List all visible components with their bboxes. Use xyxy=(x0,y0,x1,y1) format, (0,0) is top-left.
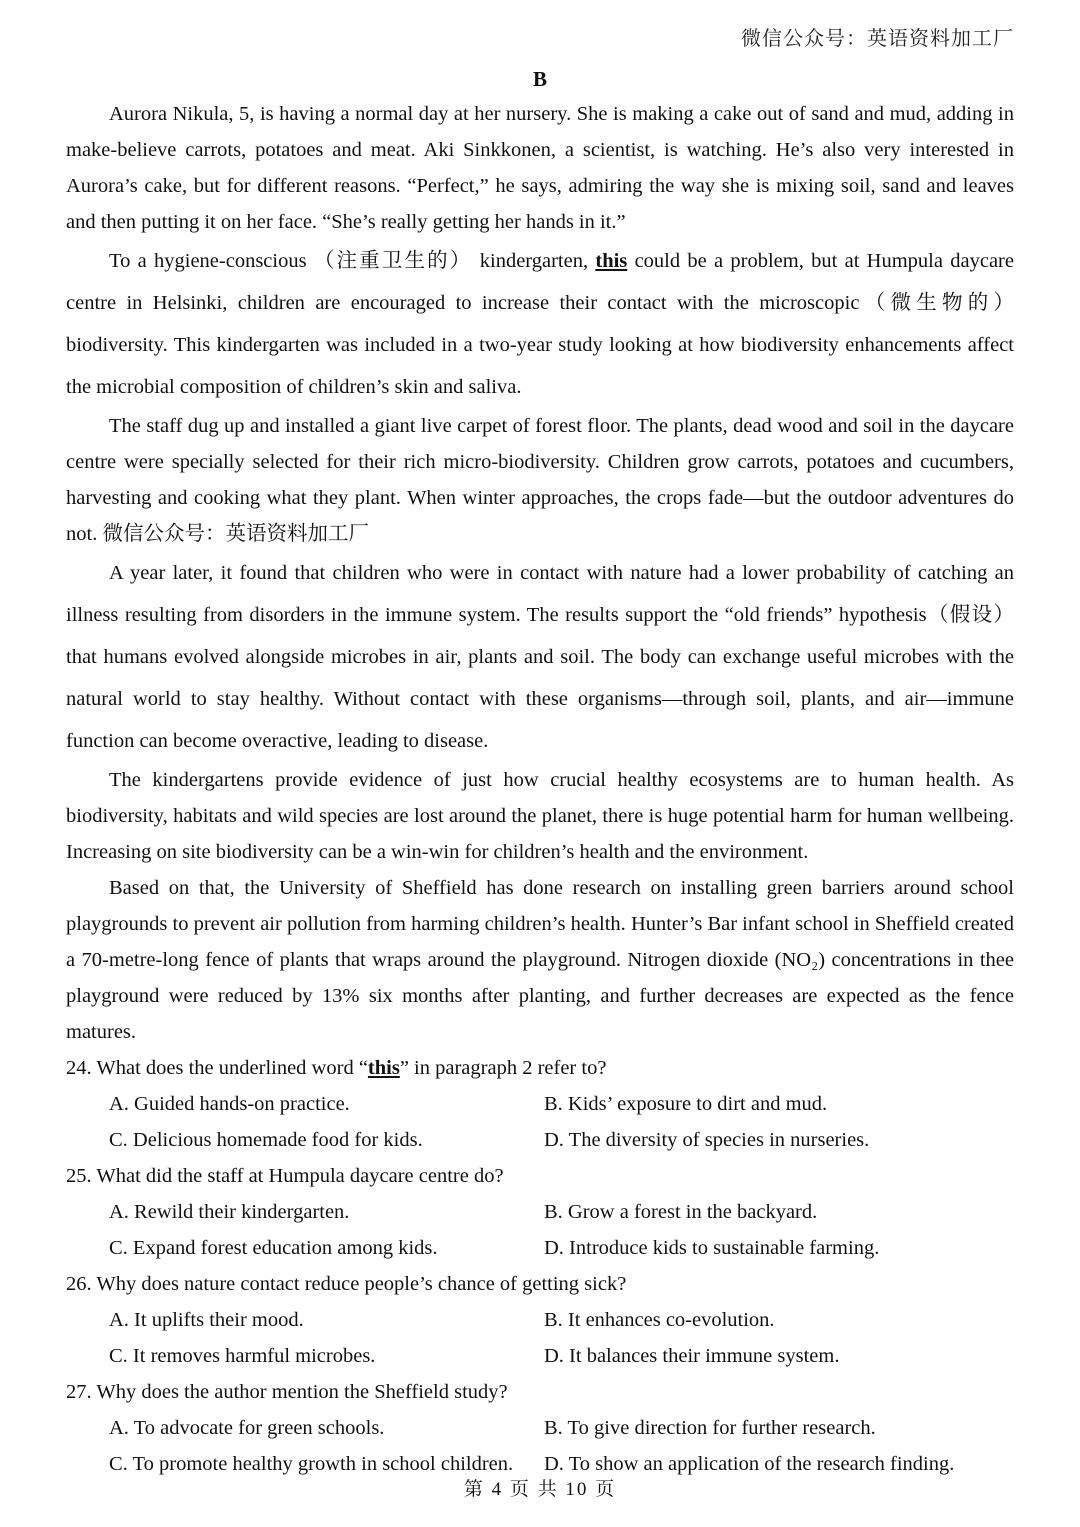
option-24-a[interactable]: A. Guided hands-on practice. xyxy=(109,1093,350,1115)
question-25-options xyxy=(66,1194,1014,1266)
paragraph-3: The staff dug up and installed a giant live carpet of forest floor. The plants, dead wood and soil in the daycare centre were specially selected for their rich micro-biodiversity. Children grow carrots, potatoes and cucumbers, harvesting and cooking what they plant. When winter approaches, the crops fade—but the outdoor adventures do not. 微信公众号：英语资料加工厂 xyxy=(66,415,1014,545)
option-26-d[interactable]: D. It balances their immune system. xyxy=(544,1345,840,1367)
question-27-options xyxy=(66,1410,1014,1482)
option-25-c[interactable]: C. Expand forest education among kids. xyxy=(109,1237,438,1259)
paragraph-2 xyxy=(66,240,1014,408)
section-title: B xyxy=(532,67,547,91)
question-24-underlined-word: this xyxy=(367,1057,400,1079)
option-25-d[interactable]: D. Introduce kids to sustainable farming. xyxy=(544,1237,880,1259)
option-27-d[interactable]: D. To show an application of the research finding. xyxy=(544,1453,955,1475)
option-27-b[interactable]: B. To give direction for further research. xyxy=(544,1417,876,1439)
question-24-options xyxy=(66,1086,1014,1158)
question-24-stem xyxy=(66,1050,1014,1086)
option-24-b[interactable]: B. Kids’ exposure to dirt and mud. xyxy=(544,1093,828,1115)
question-24-text-b: ” in paragraph 2 refer to? xyxy=(399,1057,607,1079)
option-26-b[interactable]: B. It enhances co-evolution. xyxy=(544,1309,775,1331)
option-26-a[interactable]: A. It uplifts their mood. xyxy=(109,1309,304,1331)
option-27-a[interactable]: A. To advocate for green schools. xyxy=(109,1417,385,1439)
paragraph-4: A year later, it found that children who were in contact with nature had a lower probability of catching an illness resulting from disorders in the immune system. The results support the “old friends” hypothesis（假设） that humans evolved alongside microbes in air, plants and soil. The body can exchange useful microbes with the natural world to stay healthy. Without contact with these organisms—through soil, plants, and air—immune function can become overactive, leading to disease. xyxy=(66,562,1014,752)
option-27-c[interactable]: C. To promote healthy growth in school children. xyxy=(109,1453,514,1475)
paragraph-1: Aurora Nikula, 5, is having a normal day at her nursery. She is making a cake out of sand and mud, adding in make-believe carrots, potatoes and meat. Aki Sinkkonen, a scientist, is watching. He’s also very interested in Aurora’s cake, but for different reasons. “Perfect,” he says, admiring the way she is mixing soil, sand and leaves and then putting it on her face. “She’s really getting her hands in it.” xyxy=(66,103,1014,233)
question-26-options xyxy=(66,1302,1014,1374)
option-26-c[interactable]: C. It removes harmful microbes. xyxy=(109,1345,376,1367)
paragraph-5: The kindergartens provide evidence of just how crucial healthy ecosystems are to human health. As biodiversity, habitats and wild species are lost around the planet, there is huge potential harm for human wellbeing. Increasing on site biodiversity can be a win-win for children’s health and the environment. xyxy=(66,769,1014,863)
header-watermark: 微信公众号：英语资料加工厂 xyxy=(741,28,1014,50)
paragraph-6: Based on that, the University of Sheffield has done research on installing green barriers around school playgrounds to prevent air pollution from harming children’s health. Hunter’s Bar infant school in Sheffield created a 70-metre-long fence of plants that wraps around the playground. Nitrogen dioxide (NO₂) concentrations in thee playground were reduced by 13% six months after planting, and further decreases are expected as the fence matures. xyxy=(66,877,1014,1043)
question-27-stem: 27. Why does the author mention the Sheffield study? xyxy=(66,1381,508,1403)
page-content xyxy=(66,64,1014,1482)
option-24-d[interactable]: D. The diversity of species in nurseries. xyxy=(544,1129,870,1151)
option-25-a[interactable]: A. Rewild their kindergarten. xyxy=(109,1201,350,1223)
question-25-stem: 25. What did the staff at Humpula daycare centre do? xyxy=(66,1165,504,1187)
option-25-b[interactable]: B. Grow a forest in the backyard. xyxy=(544,1201,818,1223)
paragraph-2-text-b: could be a problem, but at Humpula daycare centre in Helsinki, children are encouraged to increase their contact with the microscopic（微生物的） biodiversity. This kindergarten was included in a two-year study looking at how biodiversity enhancements affect the microbial composition of children’s skin and saliva. xyxy=(66,250,1014,398)
option-24-c[interactable]: C. Delicious homemade food for kids. xyxy=(109,1129,423,1151)
question-26-stem: 26. Why does nature contact reduce people’s chance of getting sick? xyxy=(66,1273,627,1295)
underlined-word: this xyxy=(595,250,628,272)
paragraph-2-text-a: To a hygiene-conscious （注重卫生的） kindergarten, xyxy=(109,250,596,272)
page-number: 第 4 页 共 10 页 xyxy=(463,1479,617,1500)
question-24-text-a: 24. What does the underlined word “ xyxy=(66,1057,368,1079)
